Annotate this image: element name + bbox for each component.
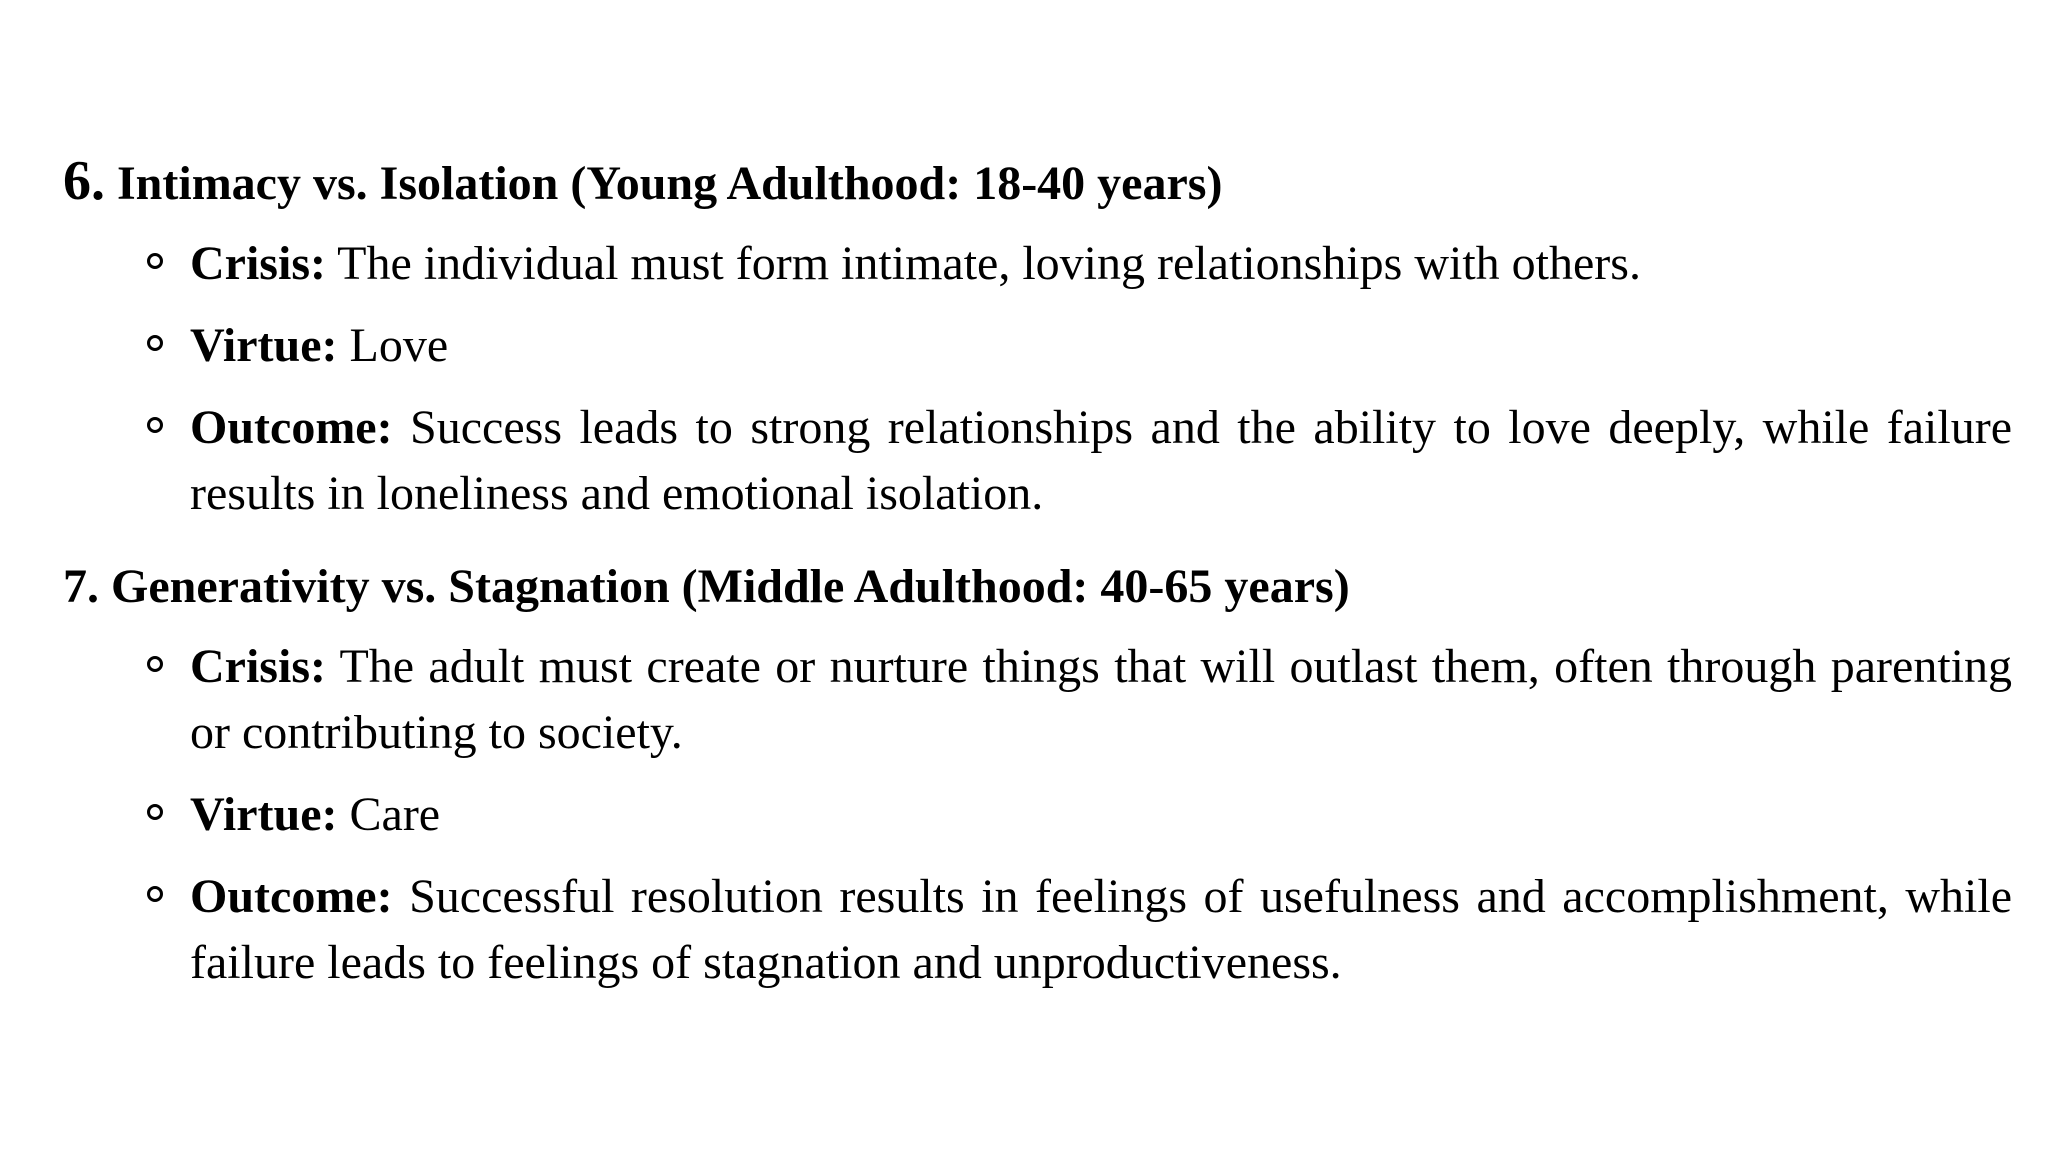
outcome-text: Successful resolution results in feelings of usefulness and accomplishment, while failure leads to feelings of stagnation and unproductiveness.	[190, 870, 2013, 989]
stage-7-number: 7.	[63, 560, 99, 613]
stage-7-heading	[63, 558, 1963, 616]
virtue-label: Virtue:	[190, 319, 338, 372]
virtue-text: Care	[349, 788, 441, 841]
crisis-label: Crisis:	[190, 640, 326, 693]
virtue-label: Virtue:	[190, 788, 338, 841]
crisis-text: The individual must form intimate, loving relationships with others.	[337, 237, 1641, 290]
stage-6-title: Intimacy vs. Isolation (Young Adulthood: 18-40 years)	[117, 157, 1223, 210]
hollow-circle-bullet-icon	[147, 417, 163, 433]
crisis-label: Crisis:	[190, 237, 326, 290]
outcome-text: Success leads to strong relationships and the ability to love deeply, while failure results in loneliness and emotional isolation.	[190, 401, 2012, 520]
stage-7-outcome	[63, 864, 2012, 996]
outcome-label: Outcome:	[190, 401, 393, 454]
outcome-label: Outcome:	[190, 870, 393, 923]
hollow-circle-bullet-icon	[147, 253, 163, 269]
hollow-circle-bullet-icon	[147, 335, 163, 351]
crisis-text: The adult must create or nurture things that will outlast them, often through parenting or contributing to society.	[190, 640, 2012, 759]
stage-6-heading	[63, 152, 1963, 213]
hollow-circle-bullet-icon	[147, 656, 163, 672]
stage-6-crisis	[63, 231, 2012, 297]
stage-7-title: Generativity vs. Stagnation (Middle Adulthood: 40-65 years)	[111, 560, 1350, 613]
stage-7-section	[63, 558, 2013, 996]
hollow-circle-bullet-icon	[147, 804, 163, 820]
virtue-text: Love	[349, 319, 449, 372]
stage-6-details	[63, 231, 2012, 527]
stage-6-number: 6.	[63, 150, 105, 212]
stage-7-crisis	[63, 634, 2012, 766]
stage-6-section	[63, 150, 2012, 527]
hollow-circle-bullet-icon	[147, 886, 163, 902]
stage-7-virtue	[63, 782, 2012, 848]
stage-6-virtue	[63, 313, 2012, 379]
stage-6-outcome	[63, 395, 2012, 527]
stage-7-details	[63, 634, 2013, 996]
